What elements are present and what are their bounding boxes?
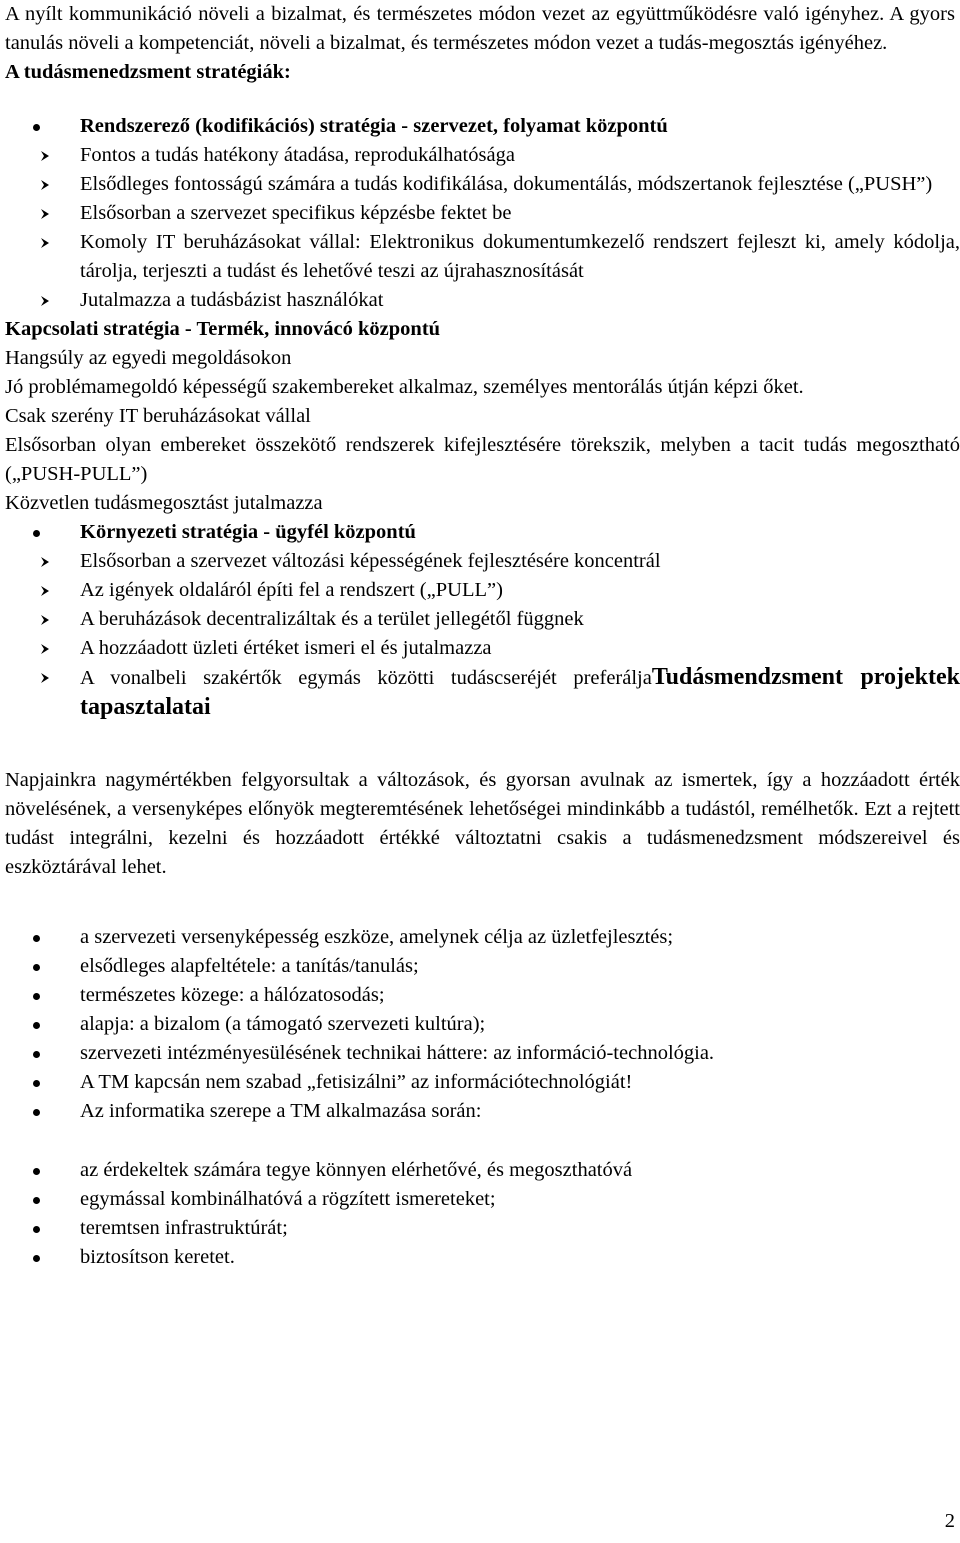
list-item: alapja: a bizalom (a támogató szervezeti kultúra); <box>5 1010 960 1039</box>
strategy-item <box>5 518 960 723</box>
strategy-point <box>80 286 960 315</box>
list-item: természetes közege: a hálózatosodás; <box>5 981 960 1010</box>
strategy-item <box>0 315 960 518</box>
list-item: A TM kapcsán nem szabad „fetisizálni” az információtechnológiát! <box>5 1068 960 1097</box>
it-role-list <box>5 1156 960 1272</box>
strategies-heading: A tudásmenedzsment stratégiák: <box>5 61 291 83</box>
document-page <box>5 0 960 1272</box>
strategy-title: Kapcsolati stratégia - Termék, innovácó központú <box>5 318 441 340</box>
point-text: Komoly IT beruházásokat vállal: Elektronikus dokumentumkezelő rendszert fejleszt ki, amely kódolja, tárolja, terjeszti a tudást és lehetővé teszi az újrahasznosítását <box>80 231 960 282</box>
list-item: elsődleges alapfeltétele: a tanítás/tanulás; <box>5 952 960 981</box>
strategy-point <box>80 605 960 634</box>
point-text: Jó problémamegoldó képességű szakembereket alkalmaz, személyes mentorálás útján képzi őket. <box>5 376 804 398</box>
point-text: Csak szerény IT beruházásokat vállal <box>5 405 311 427</box>
arrow-bullet-icon <box>40 605 54 634</box>
arrow-bullet-icon <box>40 141 54 170</box>
point-text: Közvetlen tudásmegosztást jutalmazza <box>5 492 323 514</box>
strategies-list <box>5 112 960 723</box>
intro-paragraph: A nyílt kommunikáció növeli a bizalmat, és természetes módon vezet az együttműködésre való igényhez. A gyors tanulás növeli a kompetenciát, növeli a bizalmat, és természetes módon vezet a tudás-megosztás igényéhez. <box>5 3 955 54</box>
point-text: A hozzáadott üzleti értéket ismeri el és jutalmazza <box>80 637 492 659</box>
strategy-point <box>5 373 960 402</box>
arrow-bullet-icon <box>40 576 54 605</box>
point-text: Fontos a tudás hatékony átadása, reprodukálhatósága <box>80 144 515 166</box>
strategy-title: Környezeti stratégia - ügyfél központú <box>80 521 416 543</box>
point-text: A vonalbeli szakértők egymás közötti tudáscseréjét preferálja <box>80 667 652 689</box>
point-text: Elsődleges fontosságú számára a tudás kodifikálása, dokumentálás, módszertanok fejlesztése („PUSH”) <box>80 173 933 195</box>
strategy-point <box>80 576 960 605</box>
strategy-point <box>80 170 960 199</box>
strategy-point <box>5 431 960 489</box>
arrow-bullet-icon <box>40 634 54 663</box>
strategy-title: Rendszerező (kodifikációs) stratégia - szervezet, folyamat központú <box>80 115 668 137</box>
strategy-item <box>5 112 960 315</box>
arrow-bullet-icon <box>40 663 54 692</box>
strategy-points <box>80 141 960 315</box>
point-text: Elsősorban a szervezet változási képességének fejlesztésére koncentrál <box>80 550 661 572</box>
point-text: Hangsúly az egyedi megoldásokon <box>5 347 292 369</box>
page-number: 2 <box>944 1510 955 1532</box>
strategy-point <box>80 663 960 723</box>
list-item: az érdekeltek számára tegye könnyen elérhetővé, és megoszthatóvá <box>5 1156 960 1185</box>
list-item: Az informatika szerepe a TM alkalmazása során: <box>5 1097 960 1126</box>
strategy-point <box>80 141 960 170</box>
strategy-point <box>5 489 960 518</box>
list-item: biztosítson keretet. <box>5 1243 960 1272</box>
strategy-point <box>80 547 960 576</box>
point-text: Elsősorban olyan embereket összekötő rendszerek kifejlesztésére törekszik, melyben a tacit tudás megosztható („PUSH-PULL”) <box>5 434 960 485</box>
projects-paragraph: Napjainkra nagymértékben felgyorsultak a változások, és gyorsan avulnak az ismertek, így a hozzáadott érték növelésének, a versenyképes előnyök megteremtésének lehetőségei mindinkább a tudástól, remélhetők. Ezt a rejtett tudást integrálni, kezelni és hozzáadott értékké változtatni csakis a tudásmenedzsment módszereivel és eszköztárával lehet. <box>5 769 960 878</box>
point-text: Az igények oldaláról építi fel a rendszert („PULL”) <box>80 579 503 601</box>
arrow-bullet-icon <box>40 547 54 576</box>
strategy-points <box>5 344 960 518</box>
list-item: egymással kombinálhatóvá a rögzített ismereteket; <box>5 1185 960 1214</box>
strategy-point <box>5 402 960 431</box>
spacer <box>5 1126 960 1156</box>
list-item: teremtsen infrastruktúrát; <box>5 1214 960 1243</box>
arrow-bullet-icon <box>40 199 54 228</box>
strategy-point <box>80 199 960 228</box>
arrow-bullet-icon <box>40 170 54 199</box>
section-title: Tudásmendzsment projektek tapasztalatai <box>80 664 960 720</box>
spacer <box>5 882 960 923</box>
list-item: szervezeti intézményesülésének technikai háttere: az információ-technológia. <box>5 1039 960 1068</box>
tm-list <box>5 923 960 1126</box>
arrow-bullet-icon <box>40 286 54 315</box>
list-item: a szervezeti versenyképesség eszköze, amelynek célja az üzletfejlesztés; <box>5 923 960 952</box>
strategy-points <box>80 547 960 723</box>
arrow-bullet-icon <box>40 228 54 257</box>
point-text: Elsősorban a szervezet specifikus képzésbe fektet be <box>80 202 512 224</box>
strategy-point <box>80 634 960 663</box>
point-text: A beruházások decentralizáltak és a terület jellegétől függnek <box>80 608 584 630</box>
strategy-point <box>80 228 960 286</box>
strategy-point <box>5 344 960 373</box>
point-text: Jutalmazza a tudásbázist használókat <box>80 289 384 311</box>
